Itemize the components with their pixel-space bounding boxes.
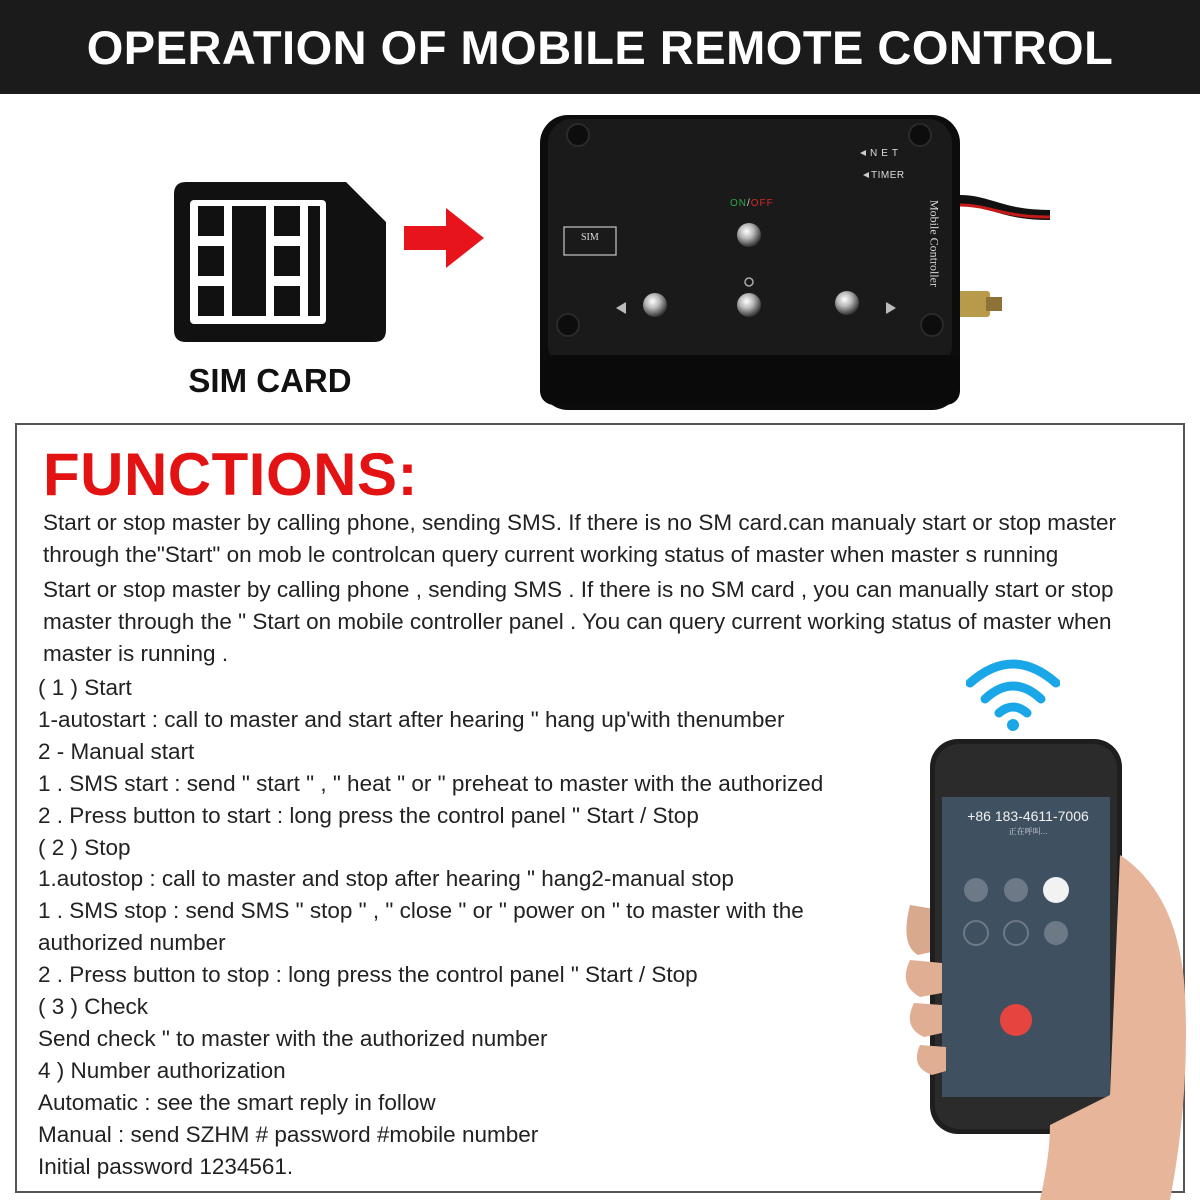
list-item: Send check " to master with the authorized number [38, 1025, 548, 1051]
functions-paragraph-2: Start or stop master by calling phone , sending SMS . If there is no SM card , you can manually start or stop master through the " Start on mobile controller panel . You can query current working status of master when master is running . [43, 577, 1114, 666]
functions-paragraph-1: Start or stop master by calling phone, sending SMS. If there is no SM card.can manualy start or stop master through the"Start" on mob le controlcan query current working status of master when master s running [43, 510, 1116, 567]
list-item: authorized number [38, 930, 226, 956]
list-item: 1 . SMS start : send " start " , " heat " or " preheat to master with the authorized [38, 770, 824, 796]
phone-in-hand-illustration [880, 735, 1200, 1200]
on-off-label [730, 198, 774, 209]
header-banner [0, 0, 1200, 94]
list-item: ( 1 ) Start [38, 675, 132, 700]
list-item: Automatic : see the smart reply in follow [38, 1089, 436, 1115]
on-label: ON [730, 198, 747, 209]
mobile-controller-label: Mobile Controller [927, 200, 942, 287]
instruction-list [38, 672, 918, 1183]
list-item: 2 . Press button to start : long press the control panel " Start / Stop [38, 802, 699, 828]
call-number: +86 183-4611-7006 [967, 808, 1089, 824]
wifi-icon [966, 655, 1060, 733]
slash-label: / [747, 198, 751, 209]
call-status: 正在呼叫... [1008, 827, 1048, 836]
off-label: OFF [750, 198, 774, 209]
list-item: 1 . SMS stop : send SMS " stop " , " close " or " power on " to master with the [38, 898, 804, 924]
sim-card-icon [174, 182, 386, 342]
list-item: Initial password 1234561. [38, 1153, 294, 1179]
mobile-controller-device [520, 105, 1050, 415]
list-item: ( 2 ) Stop [38, 834, 131, 860]
sim-card-label: SIM CARD [188, 362, 352, 399]
page-title: OPERATION OF MOBILE REMOTE CONTROL [86, 20, 1114, 74]
net-label: NET [870, 148, 902, 159]
list-item: 2 . Press button to stop : long press the control panel " Start / Stop [38, 962, 698, 988]
arrow-right-icon [404, 208, 484, 268]
list-item: Manual : send SZHM # password #mobile number [38, 1121, 539, 1147]
list-item: 1-autostart : call to master and start after hearing " hang up'with thenumber [38, 706, 785, 732]
list-item: 2 - Manual start [38, 738, 195, 764]
list-item: 1.autostop : call to master and stop after hearing " hang2-manual stop [38, 866, 734, 892]
functions-title: FUNCTIONS: [43, 441, 418, 508]
sim-slot-label: SIM [581, 232, 599, 243]
list-item: ( 3 ) Check [38, 994, 149, 1020]
list-item: 4 ) Number authorization [38, 1057, 286, 1083]
timer-label: TIMER [871, 170, 905, 181]
